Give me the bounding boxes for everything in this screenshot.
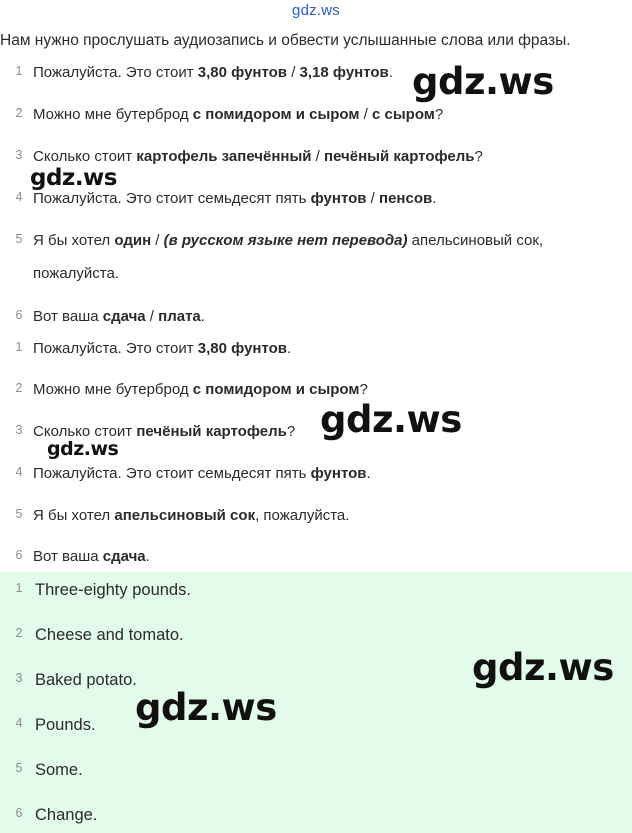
item-text (33, 190, 436, 207)
text-fragment: ? (474, 148, 483, 165)
item-text: Some. (35, 761, 83, 779)
item-number: 1 (15, 340, 23, 354)
highlighted-phrase: картофель запечённый (136, 148, 312, 165)
text-fragment: Вот ваша (33, 548, 103, 565)
highlighted-phrase: фунтов (310, 190, 367, 207)
text-fragment: . (200, 308, 205, 325)
item-number: 1 (15, 64, 23, 78)
watermark: gdz.ws (412, 60, 554, 103)
text-fragment: Я бы хотел (33, 232, 115, 249)
text-fragment: ? (434, 106, 444, 123)
text-fragment: ? (286, 423, 296, 440)
highlighted-phrase: фунтов (310, 465, 367, 482)
text-fragment: Пожалуйста. Это стоит (33, 340, 198, 357)
item-number: 3 (15, 148, 23, 162)
text-fragment: . (388, 64, 393, 81)
watermark: gdz.ws (47, 438, 119, 460)
item-text: Three-eighty pounds. (35, 581, 191, 599)
highlighted-phrase: апельсиновый сок (114, 507, 256, 524)
item-number: 6 (15, 806, 23, 820)
highlighted-phrase: с помидором и сыром (192, 106, 360, 123)
text-fragment: Я бы хотел (33, 507, 115, 524)
text-fragment: , пожалуйста. (255, 507, 350, 524)
highlighted-phrase: с сыром (372, 106, 435, 123)
item-text (33, 308, 205, 325)
item-number: 5 (15, 761, 23, 775)
item-text (33, 340, 291, 357)
item-number: 6 (15, 308, 23, 322)
item-number: 2 (15, 106, 23, 120)
item-text: пожалуйста. (33, 265, 120, 282)
text-fragment: Вот ваша (33, 308, 103, 325)
text-fragment: . (287, 340, 292, 357)
text-fragment: ? (359, 381, 368, 398)
highlighted-phrase: 3,80 фунтов (197, 340, 288, 357)
text-fragment: Сколько стоит (33, 148, 137, 165)
highlighted-phrase: сдача (102, 308, 146, 325)
item-number: 3 (15, 671, 23, 685)
item-text (33, 232, 543, 249)
watermark: gdz.ws (135, 686, 277, 729)
text-fragment: / (311, 148, 325, 165)
item-number: 5 (15, 232, 23, 246)
item-text: Change. (35, 806, 98, 824)
text-fragment: Пожалуйста. Это стоит (33, 64, 198, 81)
task-intro: Нам нужно прослушать аудиозапись и обвести услышанные слова или фразы. (0, 32, 571, 49)
text-fragment: / (151, 232, 164, 249)
text-fragment: / (359, 106, 373, 123)
answer-panel (0, 572, 632, 833)
item-text (33, 507, 349, 524)
item-number: 5 (15, 507, 23, 521)
item-number: 6 (15, 548, 23, 562)
item-text: Baked potato. (35, 671, 137, 689)
highlighted-phrase: с помидором и сыром (192, 381, 360, 398)
highlighted-phrase: печёный картофель (136, 423, 287, 440)
header-watermark: gdz.ws (292, 2, 340, 19)
watermark: gdz.ws (320, 398, 462, 441)
item-text (33, 106, 443, 123)
text-fragment: Пожалуйста. Это стоит семьдесят пять (33, 465, 311, 482)
highlighted-phrase: 3,80 фунтов (197, 64, 288, 81)
text-fragment: апельсиновый сок, (407, 232, 544, 249)
item-number: 2 (15, 626, 23, 640)
item-number: 4 (15, 190, 23, 204)
highlighted-phrase: плата (158, 308, 201, 325)
item-number: 4 (15, 465, 23, 479)
item-number: 3 (15, 423, 23, 437)
text-fragment: . (366, 465, 371, 482)
watermark: gdz.ws (472, 646, 614, 689)
item-text (33, 148, 483, 165)
text-fragment: / (287, 64, 300, 81)
item-text (33, 64, 393, 81)
item-number: 4 (15, 716, 23, 730)
item-text: Pounds. (35, 716, 96, 734)
highlighted-phrase: пенсов (379, 190, 433, 207)
text-fragment: / (366, 190, 380, 207)
item-number: 2 (15, 381, 23, 395)
highlighted-phrase: один (114, 232, 152, 249)
item-text (33, 548, 150, 565)
highlighted-phrase: сдача (102, 548, 146, 565)
text-fragment: Пожалуйста. Это стоит семьдесят пять (33, 190, 311, 207)
text-fragment: Можно мне бутерброд (33, 381, 193, 398)
item-text (33, 381, 368, 398)
text-fragment: Можно мне бутерброд (33, 106, 193, 123)
watermark: gdz.ws (30, 165, 117, 191)
item-text (33, 465, 371, 482)
highlighted-phrase: печёный картофель (324, 148, 475, 165)
text-fragment: . (432, 190, 437, 207)
text-fragment: Сколько стоит (33, 423, 137, 440)
item-number: 1 (15, 581, 23, 595)
highlighted-phrase: 3,18 фунтов (299, 64, 389, 81)
text-fragment: / (145, 308, 159, 325)
note-phrase: (в русском языке нет перевода) (163, 232, 408, 249)
text-fragment: . (145, 548, 150, 565)
item-text: Cheese and tomato. (35, 626, 184, 644)
